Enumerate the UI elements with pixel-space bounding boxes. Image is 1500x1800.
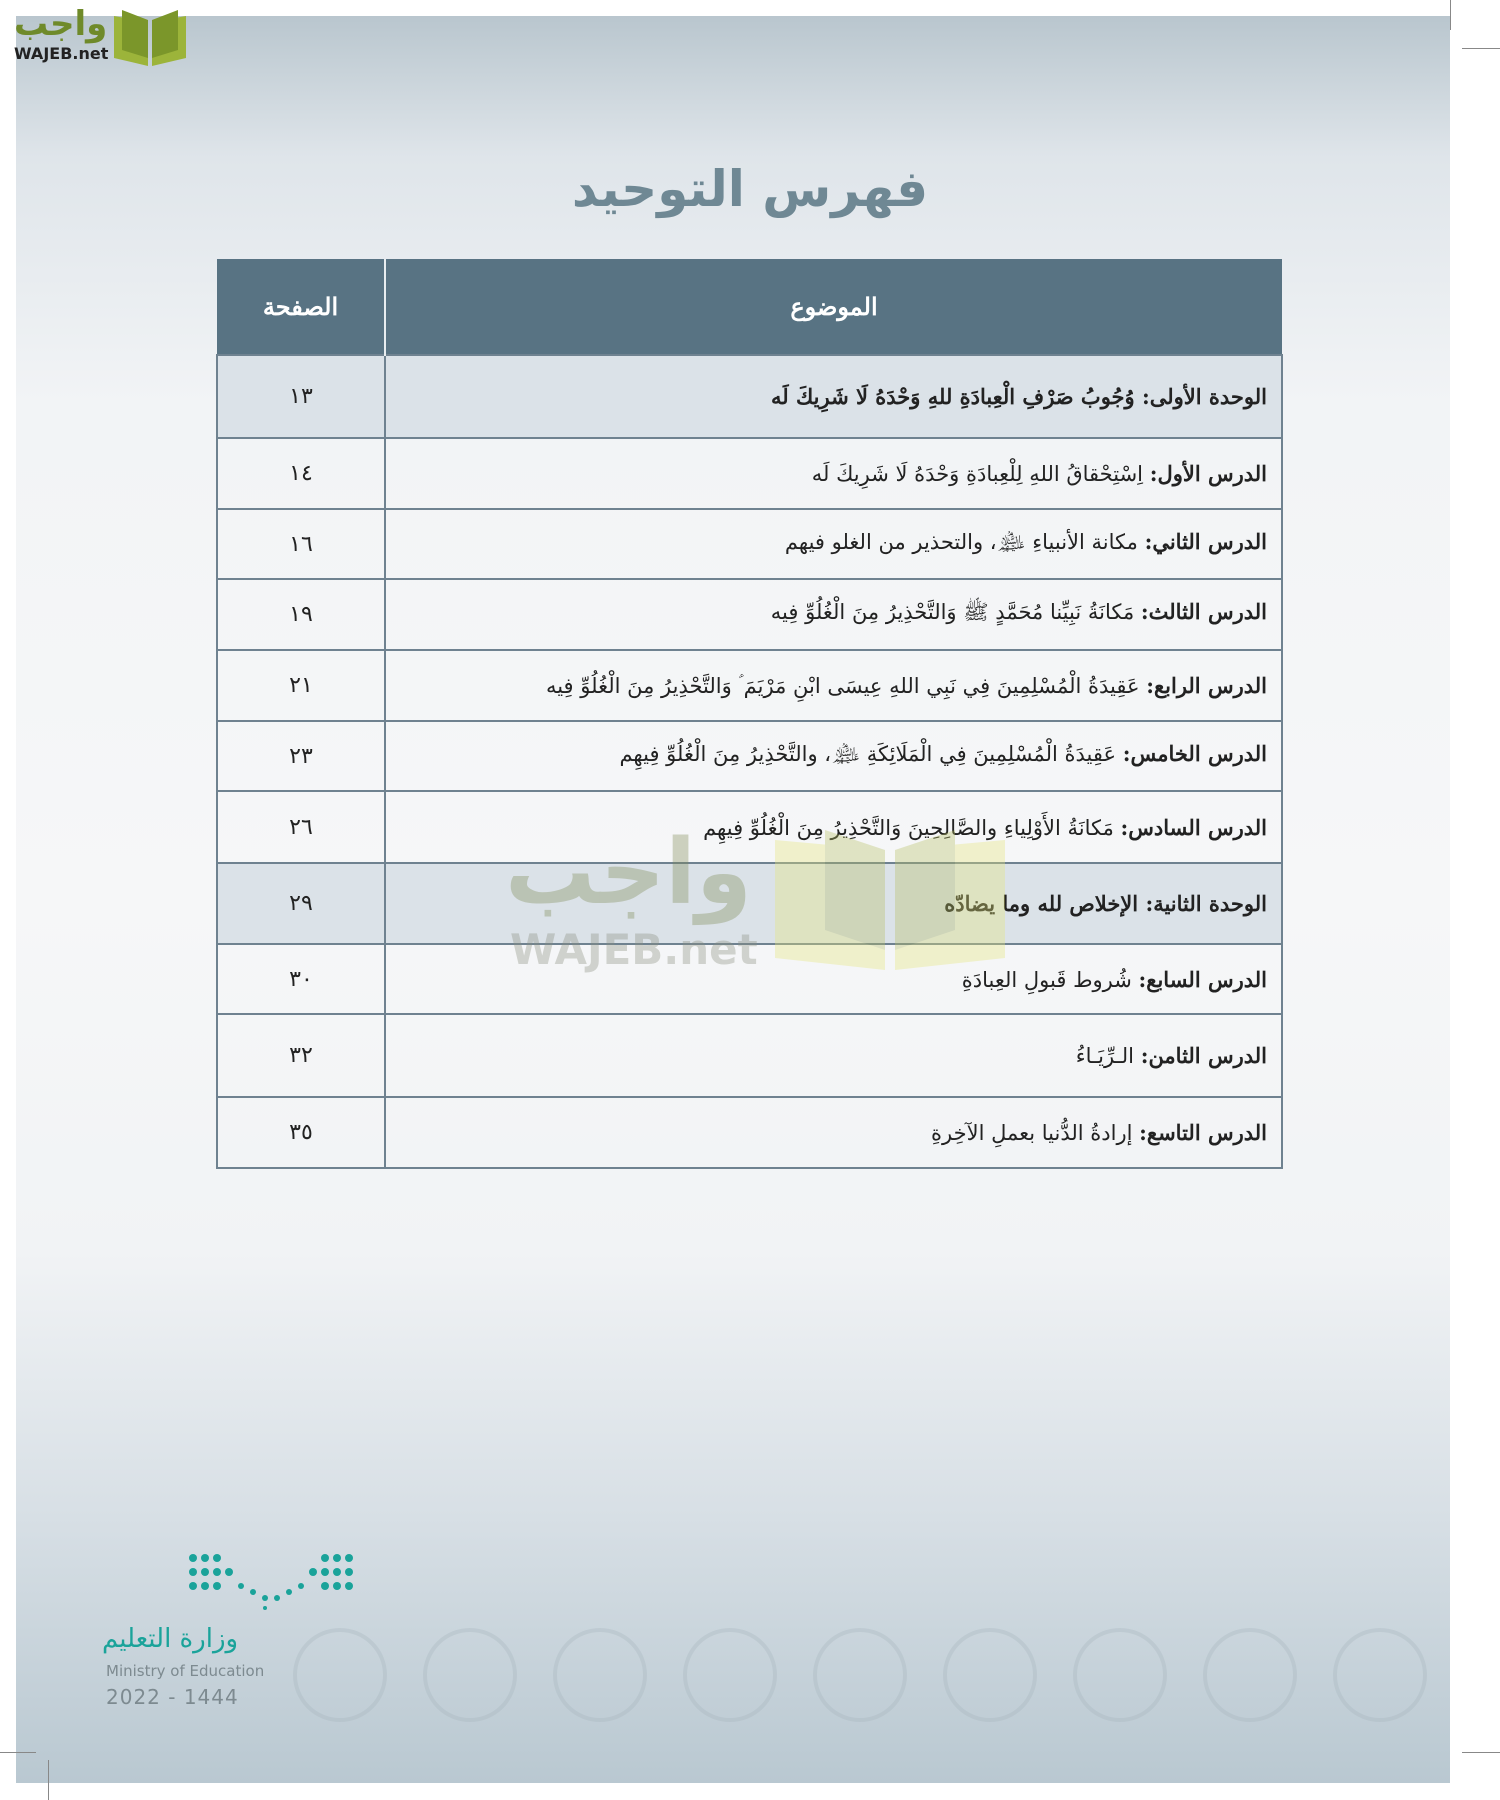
ministry-logo <box>100 1550 380 1720</box>
page-number: ٣٥ <box>217 1097 385 1168</box>
logo-arabic: واجب <box>14 4 108 44</box>
topic-cell <box>385 791 1282 863</box>
lesson-row <box>217 791 1282 863</box>
crop-mark <box>1462 48 1500 49</box>
topic-cell <box>385 509 1282 579</box>
row-title: مَكانَةُ الأَوْلِياءِ والصَّالِحِينَ وَالتَّحْذِيرُ مِنَ الْغُلُوِّ فِيهِم <box>703 815 1114 840</box>
topic-cell <box>385 438 1282 509</box>
watermark-arabic: واجب <box>505 820 752 925</box>
ornament-border <box>280 1620 1450 1730</box>
page-title: فهرس التوحيد <box>571 160 929 218</box>
row-title: مكانة الأنبياءِ ﵈، والتحذير من الغلو فيهم <box>784 529 1138 554</box>
topic-cell <box>385 650 1282 721</box>
page-number: ٢١ <box>217 650 385 721</box>
row-label: الدرس الثالث: <box>1140 599 1267 624</box>
book-icon <box>110 8 190 68</box>
topic-cell <box>385 1014 1282 1097</box>
watermark-latin: WAJEB.net <box>510 925 758 974</box>
page-number: ١٣ <box>217 355 385 438</box>
topic-cell <box>385 863 1282 944</box>
row-title: الإخلاص لله وما يضادّه <box>944 891 1139 916</box>
contents-table <box>216 259 1283 1169</box>
ministry-year: 2022 - 1444 <box>106 1685 239 1709</box>
lesson-row <box>217 579 1282 650</box>
row-title: وُجُوبُ صَرْفِ الْعِبادَةِ للهِ وَحْدَهُ لَا شَرِيكَ لَه <box>770 384 1135 409</box>
ministry-english: Ministry of Education <box>106 1662 265 1680</box>
topic-cell <box>385 579 1282 650</box>
page-number: ٣٠ <box>217 944 385 1014</box>
unit-row <box>217 863 1282 944</box>
row-label: الوحدة الأولى: <box>1141 384 1267 409</box>
row-title: شُروط قَبولِ العِبادَةِ <box>961 967 1132 992</box>
lesson-row <box>217 650 1282 721</box>
page-number: ١٤ <box>217 438 385 509</box>
unit-row <box>217 355 1282 438</box>
page-number: ٢٦ <box>217 791 385 863</box>
ministry-dots-icon <box>188 1550 358 1610</box>
lesson-row <box>217 1014 1282 1097</box>
row-title: إرادةُ الدُّنيا بعملِ الآخِرةِ <box>931 1121 1133 1145</box>
lesson-row <box>217 438 1282 509</box>
lesson-row <box>217 1097 1282 1168</box>
row-title: عَقِيدَةُ الْمُسْلِمِينَ فِي الْمَلَائِكَةِ ﵈، والتَّحْذِيرُ مِنَ الْغُلُوِّ فِيهِم <box>619 741 1116 766</box>
ministry-arabic: وزارة التعليم <box>102 1624 239 1654</box>
row-title: عَقِيدَةُ الْمُسْلِمِينَ فِي نَبِي اللهِ عِيسَى ابْنِ مَرْيَمَ ؑ وَالتَّحْذِيرُ مِنَ الْغُلُوِّ فِيه <box>545 673 1140 698</box>
lesson-row <box>217 944 1282 1014</box>
row-label: الدرس السادس: <box>1120 814 1267 840</box>
row-title: مَكانَةُ نَبِيِّنا مُحَمَّدٍ ﷺ وَالتَّحْذِيرُ مِنَ الْغُلُوِّ فِيه <box>770 600 1135 624</box>
row-title: الـرِّيَـاءُ <box>1075 1044 1134 1068</box>
page-number: ١٩ <box>217 579 385 650</box>
topic-cell <box>385 355 1282 438</box>
row-label: الدرس الأول: <box>1149 461 1267 486</box>
table-header-row <box>217 259 1282 355</box>
page-number: ٢٩ <box>217 863 385 944</box>
topic-cell <box>385 944 1282 1014</box>
page-number: ٢٣ <box>217 721 385 791</box>
row-label: الدرس التاسع: <box>1139 1120 1267 1145</box>
crop-mark <box>1450 0 1451 30</box>
row-label: الدرس الثاني: <box>1144 528 1267 554</box>
row-label: الدرس السابع: <box>1138 966 1267 992</box>
crop-mark <box>1462 1752 1500 1753</box>
lesson-row <box>217 721 1282 791</box>
topic-cell <box>385 1097 1282 1168</box>
row-label: الدرس الرابع: <box>1146 672 1267 698</box>
page-number: ١٦ <box>217 509 385 579</box>
crop-mark <box>0 1752 36 1753</box>
lesson-row <box>217 509 1282 579</box>
row-label: الوحدة الثانية: <box>1145 891 1267 916</box>
row-label: الدرس الثامن: <box>1140 1043 1267 1068</box>
header-page: الصفحة <box>217 259 385 355</box>
crop-mark <box>48 1760 49 1800</box>
header-topic: الموضوع <box>385 259 1282 355</box>
logo-latin: WAJEB.net <box>14 44 109 63</box>
page-number: ٣٢ <box>217 1014 385 1097</box>
wajeb-logo[interactable] <box>10 4 190 68</box>
row-label: الدرس الخامس: <box>1122 740 1267 766</box>
topic-cell <box>385 721 1282 791</box>
row-title: اِسْتِحْقاقُ اللهِ لِلْعِبادَةِ وَحْدَهُ لَا شَرِيكَ لَه <box>811 462 1143 486</box>
